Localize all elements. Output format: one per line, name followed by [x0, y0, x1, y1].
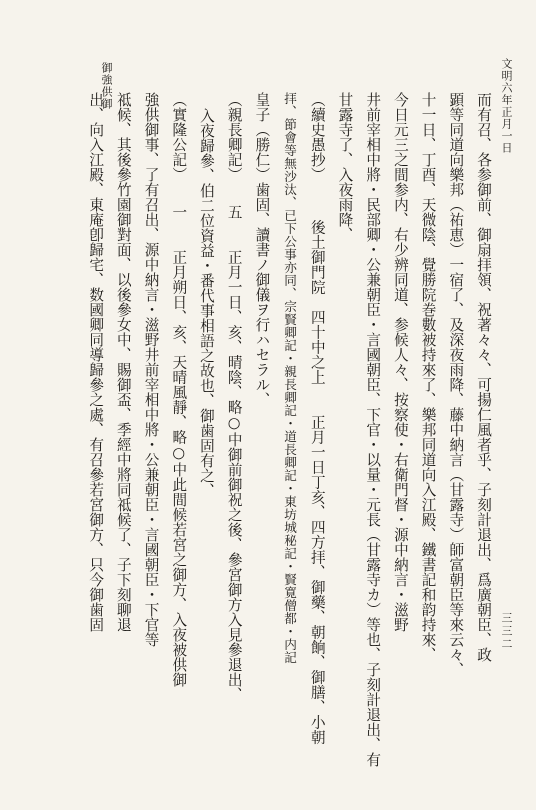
text-column: 皇子（勝仁）歯固、讀書ノ御儀ヲ行ハセラル、 — [253, 92, 271, 407]
page-number: 三三二 — [500, 612, 513, 651]
margin-note: 御強供御 — [100, 62, 113, 110]
text-column: 十一日、丁酉、天微陰、覺勝院巻數被持來了、樂邦同道向入江殿、鐵書記和韵持來、 — [419, 92, 437, 662]
text-column: 拝、節會等無沙汰、已下公事亦同、宗賢卿記・親長卿記・道長卿記・東坊城秘記・賢寛僧都・内記 — [282, 92, 298, 664]
text-column: 甘露寺了、入夜雨降、 — [336, 92, 354, 242]
text-column: 出、向入江殿、東庵卽歸宅、数國卿同導歸參之處、有召參若宮御方、只今御歯固 — [87, 92, 105, 632]
text-block — [40, 92, 492, 794]
text-column: （續史愚抄） 後土御門院 四十中之上 正月一日丁亥、四方拝、御藥、朝餉、御膳、小朝 — [308, 92, 326, 745]
text-column: 今日元三之間参内、右少辨同道、参候人々、按察使・右衛門督・源中納言・滋野 — [391, 92, 409, 632]
text-column: （親長卿記） 五 正月一日、亥、晴陰、略○中御前御祝之後、參宮御方入見參退出、 — [225, 92, 243, 703]
text-column: 強供御事、了有召出、源中納言・滋野井前宰相中將・公兼朝臣・言國朝臣・下官等 — [142, 92, 160, 647]
text-column: （實隆公記） 一 正月朔日、亥、天晴風靜、略○中此間候若宮之御方、入夜被供御 — [170, 92, 188, 688]
text-column: 而有召、各参御前、御扇拝領、祝著々々、可揚仁風者乎、子刻計退出、爲廣朝臣、政 — [475, 92, 492, 662]
running-head: 文明六年正月一日 — [500, 58, 513, 154]
text-column: 顕等同道向樂邦（祐恵）一宿了、及深夜雨降、藤中納言（甘露寺）師富朝臣等來云々、 — [447, 92, 465, 677]
text-column: 入夜歸參、伯二位資益・番代事相語之故也、御歯固有之、 — [197, 108, 215, 498]
text-column: 祗候、其後參竹園御對面、以後參女中、賜御盃、季經中將同祗候了、子下刻聊退 — [114, 92, 132, 632]
text-column: 井前宰相中將・民部卿・公兼朝臣・言國朝臣、下官・以量・元長（甘露寺カ）等也、子刻計退出、有 — [364, 92, 382, 767]
